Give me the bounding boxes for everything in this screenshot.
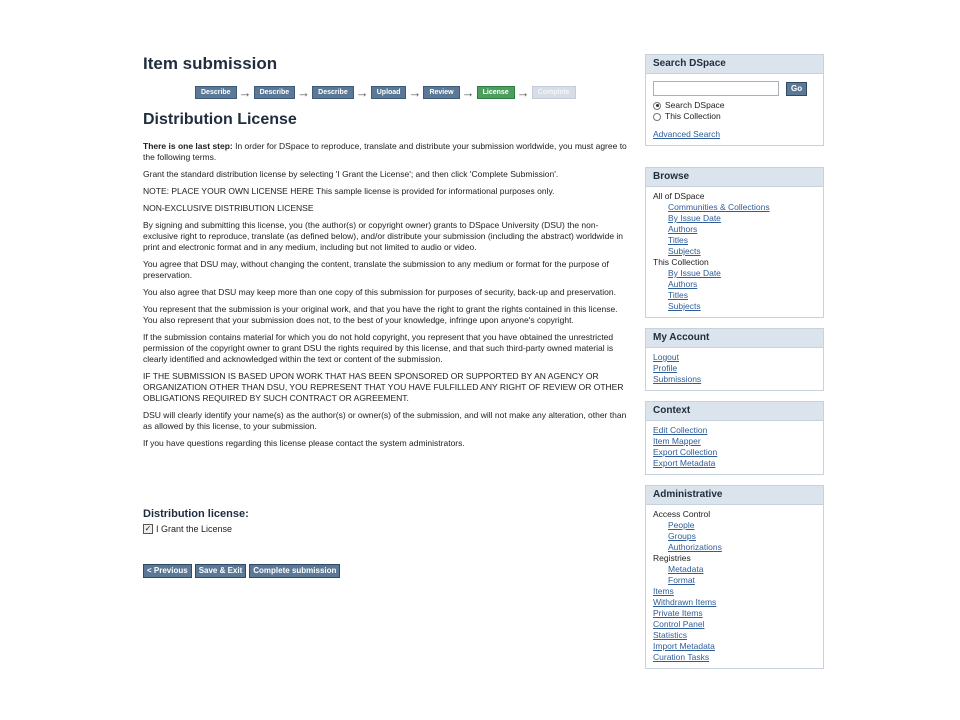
private-items-link[interactable]: Private Items [653,608,703,618]
license-paragraph: NOTE: PLACE YOUR OWN LICENSE HERE This sample license is provided for informational purposes only. [143,186,555,196]
scope-all-row[interactable] [653,100,816,111]
go-button[interactable]: Go [786,82,807,96]
license-paragraph: You represent that the submission is your original work, and that you have the right to grant the rights contained in this license. You also represent that your submission does not, to the best of your knowledge, infringe upon anyone's copyright. [143,304,618,325]
browse-box-title: Browse [646,168,823,187]
context-box [645,401,824,475]
profile-link[interactable]: Profile [653,363,678,373]
authorizations-link[interactable]: Authorizations [668,542,722,552]
grant-license-checkbox[interactable]: ✓ [144,524,152,533]
arrow-right-icon: → [408,84,422,100]
section-title: Distribution License [143,111,297,128]
scope-collection-label: This Collection [665,111,721,121]
account-box-body [646,348,823,390]
license-paragraph: IF THE SUBMISSION IS BASED UPON WORK THAT HAS BEEN SPONSORED OR SUPPORTED BY AN AGENCY OR ORGANIZATION OTHER THAN DSU, YOU REPRESENT THAT YOU HAVE FULFILLED ANY RIGHT OF REVIEW OR OTHER OBLIGATIONS REQUIRED BY SUCH CONTRACT OR AGREEMENT. [143,371,624,403]
browse-collection-heading: This Collection [653,257,709,267]
distribution-license-label: Distribution license: [143,508,249,520]
main-content [143,54,627,575]
submissions-link[interactable]: Submissions [653,374,702,384]
complete-submission-button[interactable]: Complete submission [249,564,340,578]
license-intro-rest: In order for DSpace to reproduce, translate and distribute your submission worldwide, you must agree to the following terms. [143,141,627,162]
license-paragraph: NON-EXCLUSIVE DISTRIBUTION LICENSE [143,203,314,213]
license-paragraph: You agree that DSU may, without changing the content, translate the submission to any medium or format for the purpose of preservation. [143,259,609,280]
registries-heading: Registries [653,553,691,563]
account-box-title: My Account [646,329,823,348]
collection-authors-link[interactable]: Authors [668,279,698,289]
progress-step-review[interactable]: Review [423,86,459,99]
license-text [143,141,627,455]
admin-box [645,485,824,669]
collection-issue-date-link[interactable]: By Issue Date [668,268,721,278]
license-paragraph: Grant the standard distribution license by selecting 'I Grant the License'; and then click 'Complete Submission'. [143,169,559,179]
search-box-title: Search DSpace [646,55,823,74]
progress-bar [195,86,576,98]
scope-all-radio[interactable] [653,102,661,110]
browse-all-heading: All of DSpace [653,191,705,201]
withdrawn-items-link[interactable]: Withdrawn Items [653,597,717,607]
scope-all-label: Search DSpace [665,100,725,110]
browse-box-body [646,187,823,317]
progress-step-describe-1[interactable]: Describe [195,86,237,99]
button-bar [143,564,340,578]
page-title: Item submission [143,54,278,73]
previous-button[interactable]: < Previous [143,564,192,578]
context-box-title: Context [646,402,823,421]
license-intro-bold: There is one last step: [143,141,233,151]
progress-step-upload[interactable]: Upload [371,86,407,99]
control-panel-link[interactable]: Control Panel [653,619,705,629]
arrow-right-icon: → [516,84,530,100]
browse-titles-link[interactable]: Titles [668,235,688,245]
license-paragraph: By signing and submitting this license, you (the author(s) or copyright owner) grants to DSpace University (DSU) the non-exclusive right to reproduce, translate (as defined below), and/or distribute your submission (including the abstract) worldwide in print and electronic format and in any medium, including but not limited to audio or video. [143,220,624,252]
people-link[interactable]: People [668,520,695,530]
license-paragraph: If you have questions regarding this license please contact the system administrators. [143,438,465,448]
arrow-right-icon: → [461,84,475,100]
license-intro [143,141,627,163]
progress-step-describe-3[interactable]: Describe [312,86,354,99]
grant-license-label[interactable]: I Grant the License [156,524,233,534]
arrow-right-icon: → [355,84,369,100]
search-row [653,81,816,96]
statistics-link[interactable]: Statistics [653,630,688,640]
browse-authors-link[interactable]: Authors [668,224,698,234]
save-exit-button[interactable]: Save & Exit [195,564,247,578]
license-paragraph: You also agree that DSU may keep more than one copy of this submission for purposes of security, back-up and preservation. [143,287,616,297]
arrow-right-icon: → [297,84,311,100]
browse-subjects-link[interactable]: Subjects [668,246,701,256]
format-registry-link[interactable]: Format [668,575,695,585]
scope-collection-row[interactable] [653,111,816,122]
progress-step-describe-2[interactable]: Describe [254,86,296,99]
browse-box [645,167,824,318]
license-paragraph: If the submission contains material for which you do not hold copyright, you represent that you have obtained the unrestricted permission of the copyright owner to grant DSU the rights required by this license, and that such third-party owned material is clearly identified and acknowledged within the text or content of the submission. [143,332,614,364]
browse-communities-link[interactable]: Communities & Collections [668,202,770,212]
grant-license-row [143,524,232,534]
metadata-registry-link[interactable]: Metadata [668,564,704,574]
item-mapper-link[interactable]: Item Mapper [653,436,701,446]
progress-step-complete: Complete [532,86,576,99]
browse-issue-date-link[interactable]: By Issue Date [668,213,721,223]
search-input[interactable] [653,81,779,96]
admin-box-body [646,505,823,668]
context-box-body [646,421,823,474]
account-box [645,328,824,391]
search-box-body [646,74,823,145]
groups-link[interactable]: Groups [668,531,696,541]
curation-tasks-link[interactable]: Curation Tasks [653,652,710,662]
advanced-search-row [653,129,816,140]
import-metadata-link[interactable]: Import Metadata [653,641,715,651]
advanced-search-link[interactable]: Advanced Search [653,129,721,139]
scope-collection-radio[interactable] [653,113,661,121]
license-paragraph: DSU will clearly identify your name(s) as the author(s) or owner(s) of the submission, and will not make any alteration, other than as allowed by this license, to your submission. [143,410,627,431]
edit-collection-link[interactable]: Edit Collection [653,425,708,435]
collection-subjects-link[interactable]: Subjects [668,301,701,311]
progress-step-license: License [477,86,515,99]
access-control-heading: Access Control [653,509,711,519]
export-metadata-link[interactable]: Export Metadata [653,458,716,468]
arrow-right-icon: → [238,84,252,100]
items-link[interactable]: Items [653,586,674,596]
collection-titles-link[interactable]: Titles [668,290,688,300]
logout-link[interactable]: Logout [653,352,679,362]
admin-box-title: Administrative [646,486,823,505]
export-collection-link[interactable]: Export Collection [653,447,718,457]
search-box [645,54,824,146]
